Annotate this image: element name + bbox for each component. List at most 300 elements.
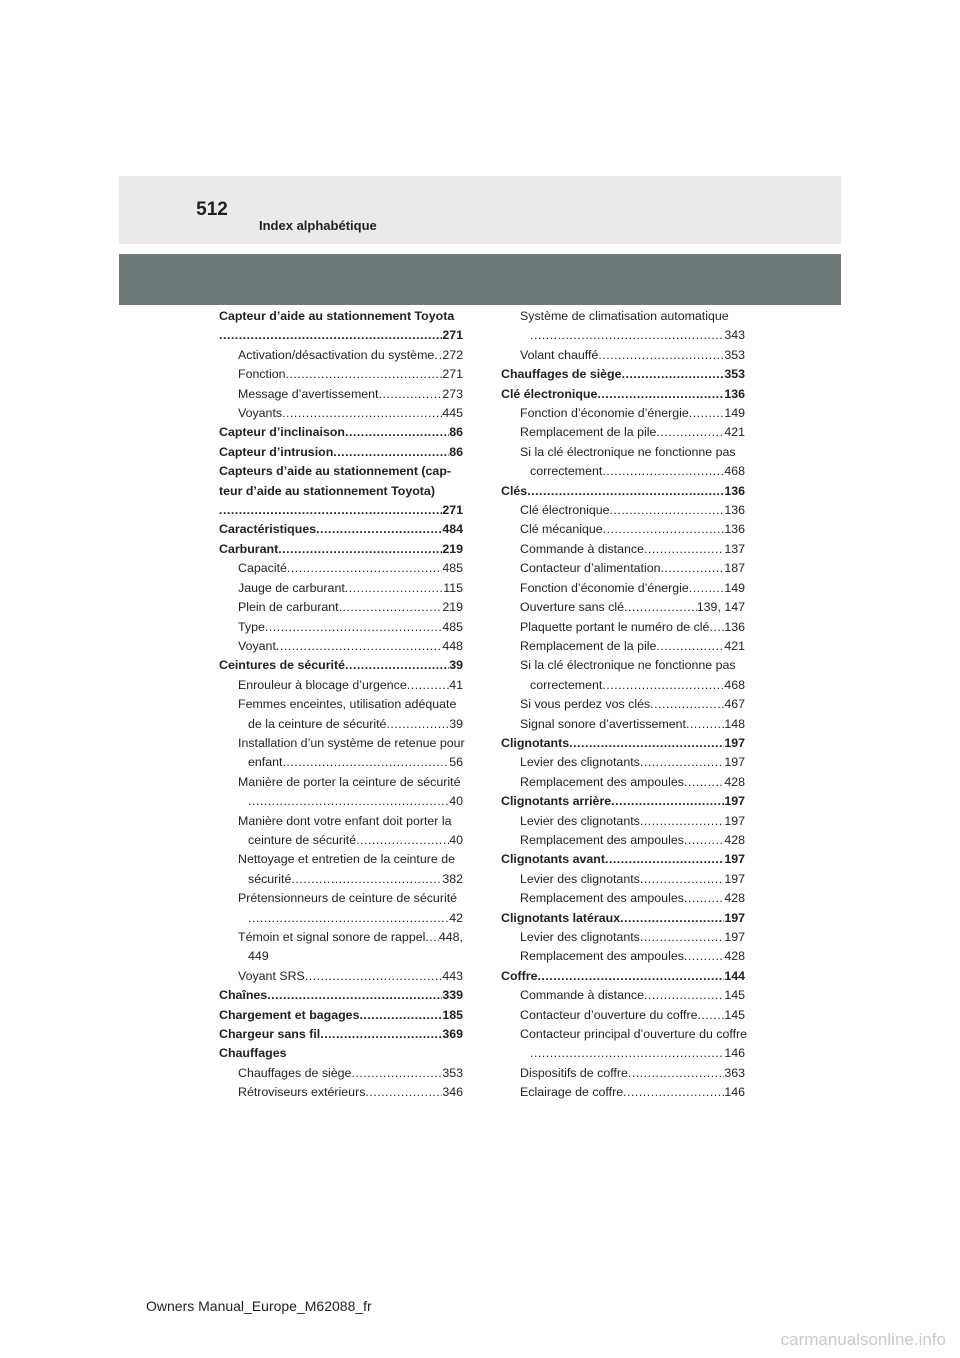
page-ref: 271 bbox=[442, 367, 463, 382]
dot-leader bbox=[276, 637, 442, 656]
dot-leader bbox=[356, 831, 449, 850]
dot-leader bbox=[640, 812, 724, 831]
index-entry bbox=[492, 734, 745, 753]
page-ref: 148 bbox=[724, 716, 745, 731]
dot-leader bbox=[620, 909, 724, 928]
dot-leader bbox=[605, 850, 724, 869]
dot-leader bbox=[644, 540, 724, 559]
entry-term: Clé mécanique bbox=[520, 522, 603, 537]
page-ref: 428 bbox=[724, 774, 745, 789]
index-subentry bbox=[492, 443, 745, 482]
dot-leader bbox=[248, 792, 449, 811]
section-title: Index alphabétique bbox=[259, 218, 377, 233]
dot-leader bbox=[603, 520, 725, 539]
page-ref: 353 bbox=[724, 347, 745, 362]
entry-term: enfant bbox=[248, 755, 283, 770]
page-ref: 146 bbox=[724, 1085, 745, 1100]
index-subentry bbox=[492, 559, 745, 578]
entry-term: Dispositifs de coffre bbox=[520, 1065, 628, 1080]
page-ref: 56 bbox=[449, 755, 463, 770]
entry-line bbox=[219, 423, 463, 442]
entry-line bbox=[520, 1044, 745, 1063]
entry-term: Levier des clignotants bbox=[520, 930, 640, 944]
index-subentry bbox=[492, 753, 745, 772]
page-ref: 271 bbox=[442, 328, 463, 343]
page-ref: 136 bbox=[724, 522, 745, 537]
index-subentry bbox=[210, 676, 463, 695]
dot-leader bbox=[650, 695, 724, 714]
entry-line bbox=[520, 947, 745, 966]
page-ref: 136 bbox=[724, 386, 745, 401]
entry-term: Carburant bbox=[219, 541, 279, 556]
index-subentry bbox=[492, 423, 745, 442]
dot-leader bbox=[379, 385, 443, 404]
index-entry bbox=[210, 443, 463, 462]
page-ref: 363 bbox=[724, 1065, 745, 1080]
page-ref: 428 bbox=[724, 891, 745, 906]
entry-line bbox=[219, 1025, 463, 1044]
index-subentry bbox=[492, 695, 745, 714]
page-ref: 187 bbox=[724, 561, 745, 576]
entry-line bbox=[238, 967, 463, 986]
dot-leader bbox=[219, 501, 442, 520]
index-subentry bbox=[492, 928, 745, 947]
entry-text-line: Femmes enceintes, utilisation adéquate bbox=[238, 697, 457, 712]
entry-line bbox=[501, 909, 745, 928]
dot-leader bbox=[527, 482, 724, 501]
dot-leader bbox=[602, 676, 724, 695]
entry-term: Voyant bbox=[238, 638, 276, 653]
entry-line bbox=[520, 1006, 745, 1025]
dot-leader bbox=[287, 559, 442, 578]
entry-term: Plein de carburant bbox=[238, 600, 339, 615]
dot-leader bbox=[407, 676, 449, 695]
dot-leader bbox=[684, 773, 724, 792]
entry-line bbox=[520, 889, 745, 908]
index-subentry bbox=[492, 520, 745, 539]
entry-term: Si vous perdez vos clés bbox=[520, 697, 651, 712]
index-entry bbox=[210, 1006, 463, 1025]
page-ref: 197 bbox=[724, 755, 745, 770]
page-ref: 428 bbox=[724, 949, 745, 964]
entry-term: Levier des clignotants bbox=[520, 755, 640, 770]
index-subentry bbox=[492, 986, 745, 1005]
page-ref: 144 bbox=[724, 968, 745, 983]
entry-term: Remplacement des ampoules bbox=[520, 891, 684, 906]
entry-line bbox=[238, 1064, 463, 1083]
entry-line bbox=[238, 385, 463, 404]
page-ref: 42 bbox=[449, 910, 463, 925]
entry-line bbox=[520, 501, 745, 520]
dot-leader bbox=[282, 753, 449, 772]
entry-line bbox=[520, 928, 745, 947]
index-subentry bbox=[210, 404, 463, 423]
entry-line bbox=[219, 986, 463, 1005]
page-ref: 219 bbox=[442, 541, 463, 556]
dot-leader bbox=[359, 1006, 442, 1025]
entry-line bbox=[238, 579, 463, 598]
index-entry bbox=[492, 482, 745, 501]
page-ref: 485 bbox=[442, 561, 463, 576]
entry-line bbox=[520, 870, 745, 889]
dot-leader bbox=[684, 947, 724, 966]
entry-term: Contacteur d’ouverture du coffre bbox=[520, 1007, 698, 1022]
entry-term: Message d’avertissement bbox=[238, 386, 379, 401]
entry-term: Commande à distance bbox=[520, 541, 644, 556]
dot-leader bbox=[697, 1006, 724, 1025]
watermark: carmanualsonline.info bbox=[780, 1330, 946, 1349]
index-entry bbox=[492, 967, 745, 986]
index-subentry bbox=[492, 889, 745, 908]
index-subentry bbox=[210, 346, 463, 365]
entry-line bbox=[219, 656, 463, 675]
page-ref: 136 bbox=[724, 619, 745, 634]
index-entry bbox=[492, 385, 745, 404]
index-subentry bbox=[210, 559, 463, 578]
index-entry bbox=[210, 1044, 463, 1063]
index-subentry bbox=[492, 346, 745, 365]
page-ref: 136 bbox=[724, 483, 745, 498]
entry-term: ceinture de sécurité bbox=[248, 832, 357, 847]
index-entry bbox=[210, 307, 463, 346]
entry-term: Volant chauffé bbox=[520, 347, 599, 362]
entry-line bbox=[219, 443, 463, 462]
page-ref: 115 bbox=[443, 580, 463, 595]
page-ref: 485 bbox=[442, 619, 463, 634]
entry-line bbox=[520, 462, 745, 481]
entry-text-line: teur d’aide au stationnement Toyota) bbox=[219, 483, 435, 498]
entry-text-line: Manière de porter la ceinture de sécurité bbox=[238, 774, 461, 789]
index-subentry bbox=[492, 501, 745, 520]
entry-term: Plaquette portant le numéro de clé bbox=[520, 619, 710, 634]
index-subentry bbox=[210, 967, 463, 986]
dot-leader bbox=[316, 520, 442, 539]
entry-line bbox=[219, 326, 463, 345]
entry-line bbox=[238, 715, 463, 734]
entry-term: Caractéristiques bbox=[219, 522, 317, 537]
entry-line bbox=[520, 579, 745, 598]
dot-leader bbox=[333, 443, 449, 462]
index-subentry bbox=[492, 947, 745, 966]
entry-text-line: Installation d’un système de retenue pour bbox=[238, 735, 465, 750]
entry-term: Voyant SRS bbox=[238, 968, 305, 983]
entry-line bbox=[238, 753, 463, 772]
page-ref: 273 bbox=[442, 386, 463, 401]
dot-leader bbox=[386, 715, 449, 734]
entry-term: Rétroviseurs extérieurs bbox=[238, 1085, 366, 1100]
entry-term: Remplacement des ampoules bbox=[520, 832, 684, 847]
index-subentry bbox=[492, 831, 745, 850]
entry-term: Capacité bbox=[238, 561, 287, 576]
entry-line bbox=[219, 520, 463, 539]
index-subentry bbox=[210, 928, 463, 967]
page-ref: 197 bbox=[724, 910, 745, 925]
dot-leader bbox=[320, 1025, 442, 1044]
dot-leader bbox=[611, 792, 724, 811]
entry-text-line: Capteurs d’aide au stationnement (cap- bbox=[219, 464, 452, 479]
index-entry bbox=[210, 520, 463, 539]
entry-line bbox=[520, 676, 745, 695]
dot-leader bbox=[530, 1044, 724, 1063]
page-ref: 146 bbox=[724, 1046, 745, 1061]
index-entry bbox=[492, 365, 745, 384]
page-ref-continued: 449 bbox=[248, 949, 269, 964]
dot-leader bbox=[628, 1064, 724, 1083]
index-subentry bbox=[492, 1025, 748, 1064]
dot-leader bbox=[610, 501, 725, 520]
dot-leader bbox=[624, 598, 697, 617]
entry-line bbox=[501, 734, 745, 753]
entry-term: Enrouleur à blocage d’urgence bbox=[238, 677, 407, 692]
page-ref: 339 bbox=[442, 988, 463, 1003]
index-subentry bbox=[210, 618, 463, 637]
entry-line bbox=[238, 909, 463, 928]
page-ref: 353 bbox=[724, 367, 745, 382]
page-ref: 41 bbox=[449, 677, 463, 692]
entry-line bbox=[238, 870, 463, 889]
index-subentry bbox=[492, 870, 745, 889]
index-subentry bbox=[210, 695, 463, 734]
index-subentry bbox=[210, 1083, 463, 1102]
dot-leader bbox=[684, 889, 724, 908]
index-subentry bbox=[492, 773, 745, 792]
entry-line bbox=[520, 346, 745, 365]
entry-line bbox=[501, 365, 745, 384]
page-ref: 197 bbox=[724, 871, 745, 886]
page-ref: 346 bbox=[442, 1085, 463, 1100]
dot-leader bbox=[365, 1083, 442, 1102]
entry-term: Fonction d’économie d’énergie bbox=[520, 406, 689, 421]
entry-line bbox=[219, 1006, 463, 1025]
index-subentry bbox=[210, 734, 463, 773]
entry-term: Activation/désactivation du système bbox=[238, 347, 435, 362]
entry-text-line: Capteur d’aide au stationnement Toyota bbox=[219, 309, 455, 323]
entry-term: Commande à distance bbox=[520, 988, 644, 1003]
entry-term: Type bbox=[238, 619, 265, 634]
entry-term: Levier des clignotants bbox=[520, 871, 640, 886]
index-entry bbox=[492, 850, 745, 869]
page-ref: 149 bbox=[724, 406, 745, 421]
page-ref: 197 bbox=[724, 930, 745, 944]
entry-line bbox=[520, 773, 745, 792]
entry-term: sécurité bbox=[248, 871, 292, 886]
entry-term: Fonction d’économie d’énergie bbox=[520, 580, 689, 595]
entry-line bbox=[520, 695, 745, 714]
entry-line bbox=[238, 676, 463, 695]
page-ref: 197 bbox=[724, 735, 745, 750]
entry-line bbox=[238, 618, 463, 637]
entry-term: Remplacement des ampoules bbox=[520, 774, 684, 789]
page-ref: 369 bbox=[442, 1027, 463, 1042]
index-subentry bbox=[210, 850, 463, 889]
entry-line bbox=[520, 404, 745, 423]
entry-line bbox=[238, 346, 463, 365]
entry-text-line: Chauffages bbox=[219, 1046, 287, 1061]
entry-line bbox=[238, 559, 463, 578]
page-ref: 86 bbox=[449, 425, 463, 440]
index-subentry bbox=[210, 365, 463, 384]
page-ref: 443 bbox=[442, 968, 463, 983]
entry-line bbox=[501, 967, 745, 986]
page-ref: 40 bbox=[449, 832, 463, 847]
index-subentry bbox=[492, 579, 745, 598]
dot-leader bbox=[684, 831, 724, 850]
entry-term: Voyants bbox=[238, 406, 283, 421]
entry-line bbox=[520, 715, 745, 734]
entry-term: de la ceinture de sécurité bbox=[248, 716, 387, 731]
section-band bbox=[119, 254, 841, 305]
entry-line bbox=[238, 792, 463, 811]
page-ref: 421 bbox=[724, 425, 745, 440]
index-subentry bbox=[210, 385, 463, 404]
dot-leader bbox=[661, 559, 725, 578]
index-subentry bbox=[210, 889, 463, 928]
entry-term: Coffre bbox=[501, 968, 538, 983]
index-column-right bbox=[492, 307, 748, 1103]
entry-line bbox=[501, 792, 745, 811]
page-ref: 197 bbox=[724, 852, 745, 867]
dot-leader bbox=[537, 967, 724, 986]
entry-term: correctement bbox=[530, 677, 603, 692]
page-ref: 428 bbox=[724, 832, 745, 847]
entry-line bbox=[238, 831, 463, 850]
entry-text-line: Si la clé électronique ne fonctionne pas bbox=[520, 658, 736, 673]
entry-term: Eclairage de coffre bbox=[520, 1085, 624, 1100]
index-subentry bbox=[492, 1064, 745, 1083]
entry-term: Chauffages de siège bbox=[501, 367, 622, 382]
index-subentry bbox=[492, 1006, 745, 1025]
page-number: 512 bbox=[196, 199, 228, 220]
page-ref: 197 bbox=[724, 813, 745, 828]
index-entry bbox=[492, 909, 745, 928]
page-ref: 86 bbox=[449, 444, 463, 459]
entry-term: Chauffages de siège bbox=[238, 1065, 352, 1080]
entry-line bbox=[238, 1083, 463, 1102]
entry-term: Clignotants bbox=[501, 735, 570, 750]
dot-leader bbox=[686, 715, 724, 734]
entry-term: Remplacement de la pile bbox=[520, 638, 657, 653]
page-ref: 39 bbox=[449, 716, 463, 731]
page-ref: 145 bbox=[724, 1007, 745, 1022]
entry-line bbox=[238, 365, 463, 384]
entry-line bbox=[501, 385, 745, 404]
index-subentry bbox=[210, 1064, 463, 1083]
entry-line bbox=[219, 501, 463, 520]
page-ref: 353 bbox=[442, 1065, 463, 1080]
footer-manual-id: Owners Manual_Europe_M62088_fr bbox=[146, 1298, 372, 1314]
page-ref: 145 bbox=[724, 988, 745, 1003]
entry-term: Clignotants latéraux bbox=[501, 910, 621, 925]
page-ref: 139, 147 bbox=[696, 600, 745, 615]
entry-term: Levier des clignotants bbox=[520, 813, 640, 828]
dot-leader bbox=[282, 404, 442, 423]
dot-leader bbox=[622, 365, 725, 384]
page-ref: 197 bbox=[724, 794, 745, 809]
dot-leader bbox=[305, 967, 443, 986]
index-column-left bbox=[210, 307, 463, 1103]
page-ref: 39 bbox=[449, 658, 463, 673]
index-subentry bbox=[210, 812, 463, 851]
page-ref: 421 bbox=[724, 638, 745, 653]
page-ref: 448, bbox=[438, 930, 463, 944]
dot-leader bbox=[623, 1083, 724, 1102]
index-subentry bbox=[492, 540, 745, 559]
dot-leader bbox=[602, 462, 724, 481]
entry-term: Contacteur d’alimentation bbox=[520, 561, 661, 576]
entry-term: Chargeur sans fil bbox=[219, 1027, 321, 1042]
entry-term: Signal sonore d’avertissement bbox=[520, 716, 686, 731]
index-entry bbox=[210, 656, 463, 675]
dot-leader bbox=[656, 637, 724, 656]
entry-line bbox=[520, 520, 745, 539]
entry-line bbox=[501, 850, 745, 869]
index-subentry bbox=[492, 715, 745, 734]
page-ref: 343 bbox=[724, 328, 745, 343]
page-ref: 467 bbox=[724, 697, 745, 712]
index-subentry bbox=[210, 773, 463, 812]
index-subentry bbox=[210, 598, 463, 617]
dot-leader bbox=[640, 870, 724, 889]
entry-line bbox=[520, 753, 745, 772]
dot-leader bbox=[351, 1064, 442, 1083]
entry-line bbox=[520, 637, 745, 656]
dot-leader bbox=[425, 928, 439, 947]
page-ref: 468 bbox=[724, 677, 745, 692]
entry-line bbox=[501, 482, 745, 501]
index-entry bbox=[210, 1025, 463, 1044]
page-ref: 219 bbox=[442, 600, 463, 615]
entry-term: Clignotants arrière bbox=[501, 794, 612, 809]
entry-line bbox=[520, 326, 745, 345]
entry-term: correctement bbox=[530, 464, 603, 479]
entry-term: Remplacement de la pile bbox=[520, 425, 657, 440]
dot-leader bbox=[267, 986, 442, 1005]
entry-term: Chaînes bbox=[219, 988, 268, 1003]
entry-text-line: Si la clé électronique ne fonctionne pas bbox=[520, 444, 736, 459]
dot-leader bbox=[530, 326, 724, 345]
dot-leader bbox=[278, 540, 442, 559]
entry-term: Remplacement des ampoules bbox=[520, 949, 684, 964]
dot-leader bbox=[286, 365, 443, 384]
entry-term: Témoin et signal sonore de rappel bbox=[238, 930, 426, 944]
index-subentry bbox=[492, 656, 745, 695]
entry-line bbox=[238, 598, 463, 617]
entry-text-line: Manière dont votre enfant doit porter la bbox=[238, 813, 452, 828]
index-entry bbox=[492, 792, 745, 811]
entry-text-line: Système de climatisation automatique bbox=[520, 309, 729, 323]
page-ref: .272 bbox=[438, 347, 463, 362]
dot-leader bbox=[339, 598, 443, 617]
page-ref: 468 bbox=[724, 464, 745, 479]
entry-text-line: Prétensionneurs de ceinture de sécurité bbox=[238, 891, 458, 906]
entry-text-line: Nettoyage et entretien de la ceinture de bbox=[238, 852, 455, 867]
dot-leader bbox=[345, 579, 443, 598]
dot-leader bbox=[689, 579, 725, 598]
page-ref: 185 bbox=[442, 1007, 463, 1022]
dot-leader bbox=[689, 404, 725, 423]
entry-line bbox=[238, 637, 463, 656]
index-entry bbox=[210, 986, 463, 1005]
entry-line bbox=[520, 812, 745, 831]
dot-leader bbox=[248, 909, 449, 928]
dot-leader bbox=[219, 326, 442, 345]
entry-line bbox=[219, 540, 463, 559]
index-subentry bbox=[492, 637, 745, 656]
page-ref: 137 bbox=[724, 541, 745, 556]
entry-line bbox=[520, 559, 745, 578]
dot-leader bbox=[640, 928, 724, 947]
dot-leader bbox=[644, 986, 724, 1005]
